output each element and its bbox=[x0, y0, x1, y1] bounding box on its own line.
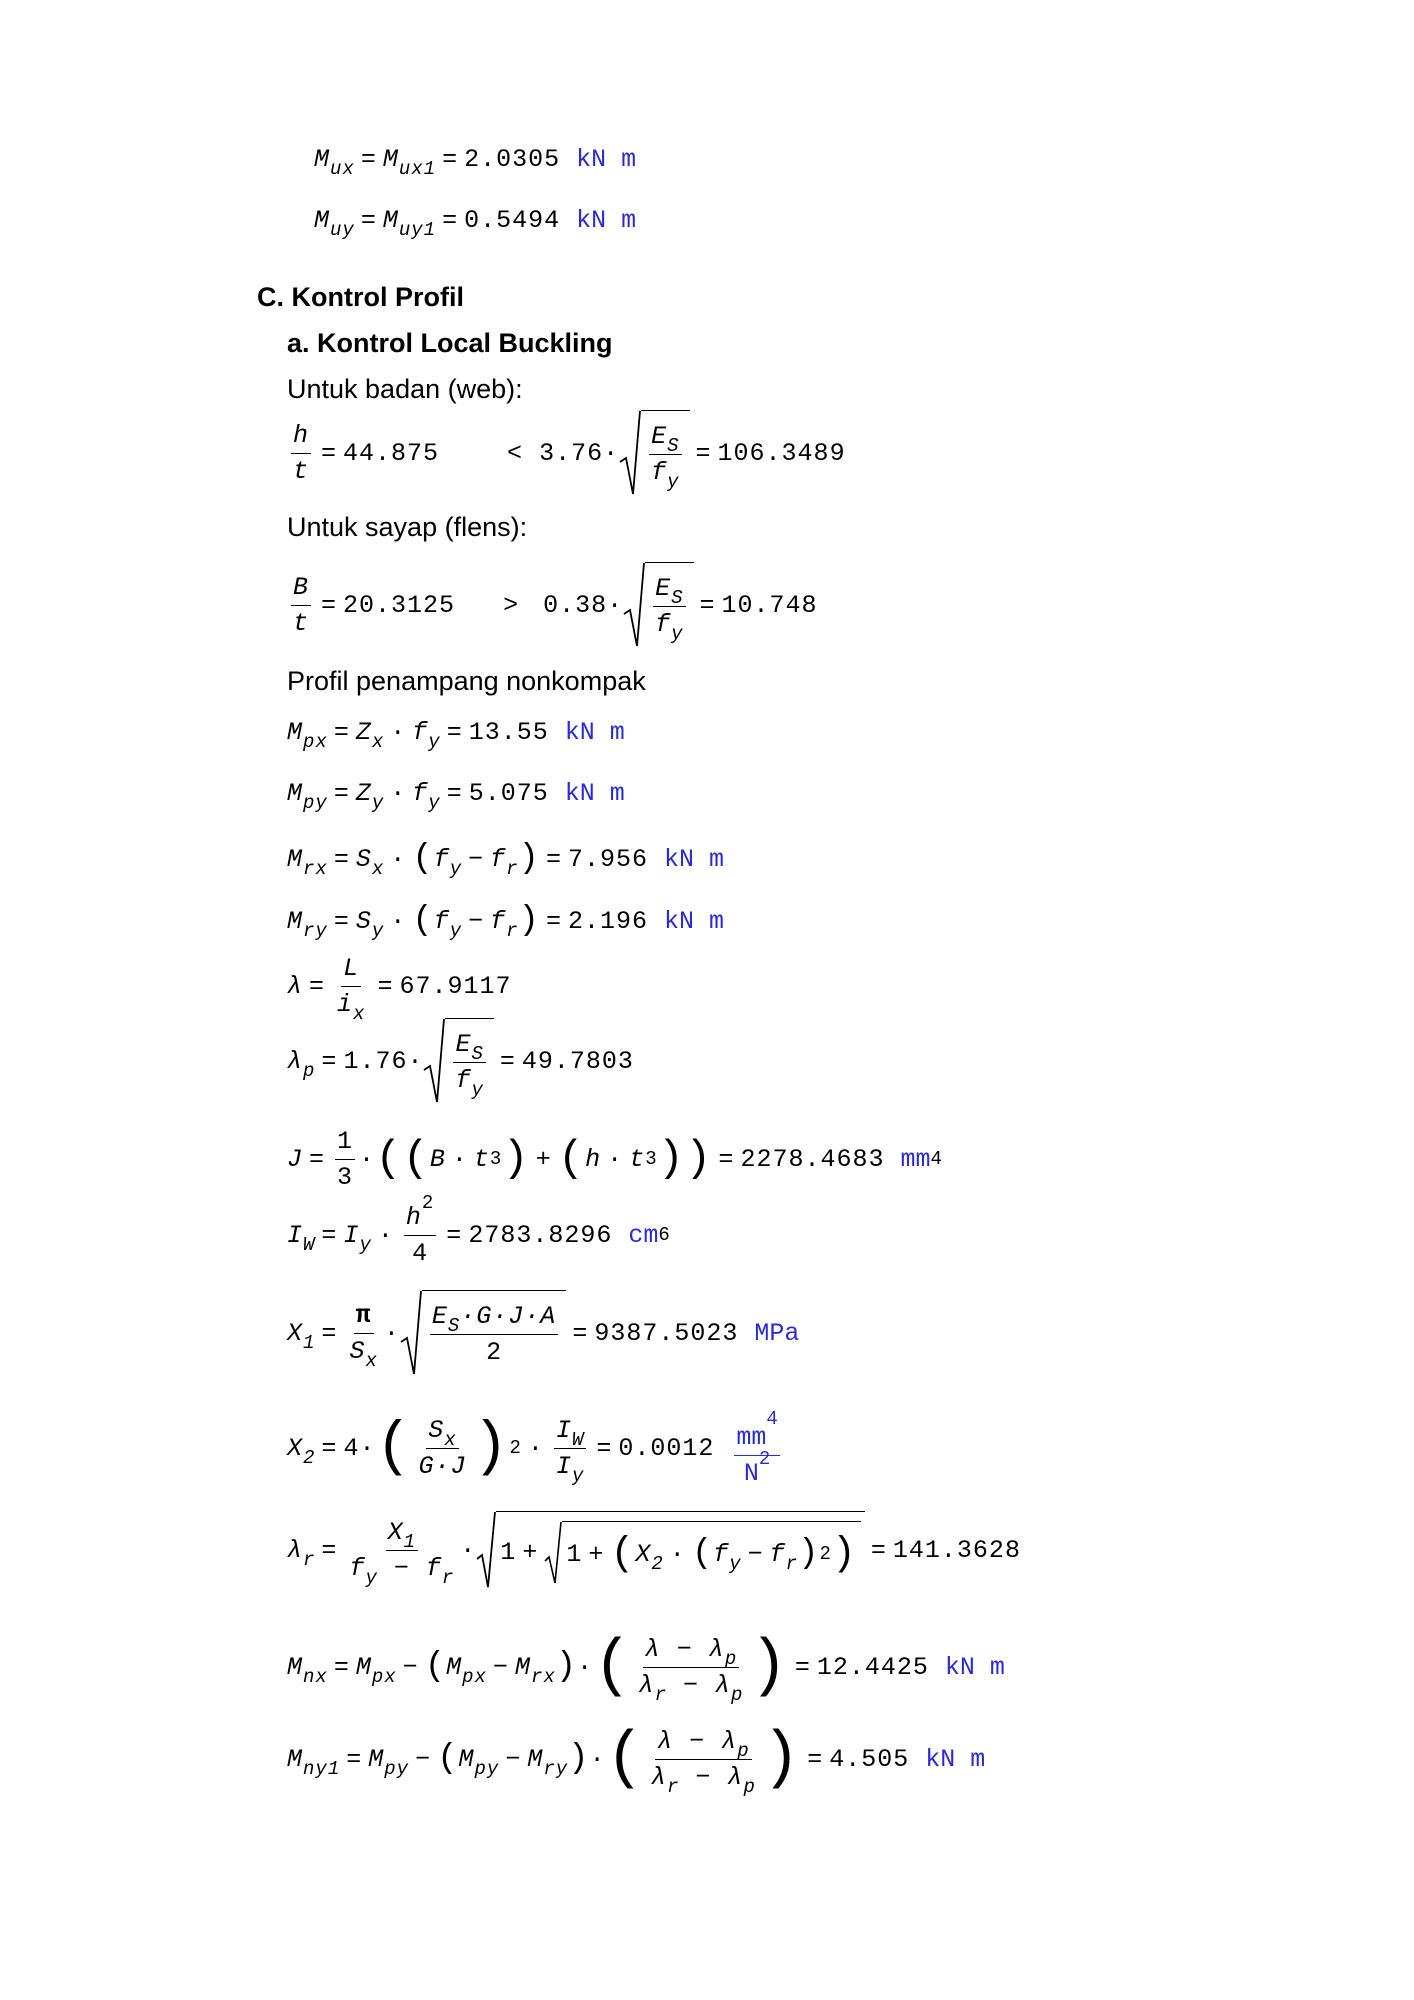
mry-equation: $M_{ry}$ = $S_y$ · ( $f_y$ − $f_r$ ) = 2.196 kN m bbox=[287, 902, 725, 942]
x1-equation: $X_1$ = $\frac{\pi}{S_x}$ · $\frac{E_S\cdot G\cdot J\cdot A}{2}$ = 9387.5023 MPa bbox=[287, 1290, 799, 1376]
mny1-unit: kN m bbox=[925, 1744, 986, 1774]
x2-unit-num-exp: 4 bbox=[766, 1407, 778, 1430]
mux-value: 2.0305 bbox=[464, 145, 561, 174]
mnx-unit: kN m bbox=[944, 1652, 1005, 1682]
mux-equation: $M_{ux}$ = $M_{ux1}$ = 2.0305 kN m bbox=[314, 145, 637, 180]
x2-unit-num: mm bbox=[736, 1422, 767, 1452]
subsection-title: a. Kontrol Local Buckling bbox=[287, 328, 613, 358]
web-check-equation: $\frac{h}{t}$ = 44.875 < 3.76 · $\frac{E_S}{f_y}$ = 106.3489 bbox=[287, 410, 846, 496]
flange-label: Untuk sayap (flens): bbox=[287, 512, 528, 542]
mpy-equation: $M_{py}$ = $Z_y$ · $f_y$ = 5.075 kN m bbox=[287, 779, 625, 814]
mny1-equation: $M_{ny1}$ = $M_{py}$ − ( $M_{py}$ − $M_{ry}$ ) · ( $\frac{\lambda - \lambda_p}{\lambda_r - \lambda_p}$ ) = 4.505 kN m bbox=[287, 1723, 986, 1798]
flange-compare-sign: > bbox=[503, 590, 520, 620]
x2-unit-den: N bbox=[743, 1458, 759, 1488]
flange-ratio-value: 20.3125 bbox=[343, 590, 456, 620]
mry-value: 2.196 bbox=[567, 906, 648, 936]
iw-value: 2783.8296 bbox=[468, 1220, 613, 1250]
web-coef: 3.76 bbox=[539, 438, 604, 468]
lambda-p-equation: $\lambda_p$ = 1.76 · $\frac{E_S}{f_y}$ = 49.7803 bbox=[287, 1018, 634, 1104]
lambda-equation: λ = $\frac{L}{i_x}$ = 67.9117 bbox=[287, 953, 512, 1025]
flange-coef: 0.38 bbox=[543, 590, 608, 620]
web-label: Untuk badan (web): bbox=[287, 374, 523, 404]
x1-sqrt: $\frac{E_S\cdot G\cdot J\cdot A}{2}$ bbox=[400, 1290, 566, 1376]
flange-limit-value: 10.748 bbox=[721, 590, 818, 620]
mrx-equation: $M_{rx}$ = $S_x$ · ( $f_y$ − $f_r$ ) = 7.956 kN m bbox=[287, 840, 725, 880]
lambda-r-value: 141.3628 bbox=[892, 1535, 1021, 1565]
j-equation: J = $\frac{1}{3}$ · ( ( B · t 3 ) + ( h · t 3 ) ) = 2278.4683 mm 4 bbox=[287, 1126, 943, 1192]
x2-coef: 4 bbox=[343, 1433, 360, 1463]
mny1-value: 4.505 bbox=[829, 1744, 910, 1774]
web-ratio-value: 44.875 bbox=[343, 438, 440, 468]
lambda-p-value: 49.7803 bbox=[521, 1046, 634, 1076]
x2-value: 0.0012 bbox=[618, 1433, 715, 1463]
mux-unit: kN m bbox=[576, 145, 637, 174]
mry-unit: kN m bbox=[664, 906, 725, 936]
web-limit-value: 106.3489 bbox=[717, 438, 846, 468]
mnx-value: 12.4425 bbox=[816, 1652, 929, 1682]
mnx-equation: $M_{nx}$ = $M_{px}$ − ( $M_{px}$ − $M_{rx}$ ) · ( $\frac{\lambda - \lambda_p}{\lambda_r - \lambda_p}$ ) = 12.4425 kN m bbox=[287, 1631, 1005, 1706]
lambda-p-sqrt: $\frac{E_S}{f_y}$ bbox=[423, 1018, 493, 1104]
mrx-unit: kN m bbox=[664, 844, 725, 874]
muy-value: 0.5494 bbox=[464, 206, 561, 235]
x2-unit-den-exp: 2 bbox=[758, 1447, 771, 1470]
mpy-value: 5.075 bbox=[468, 779, 549, 808]
lambda-r-outer-sqrt: 1 + 1 + ( $X_2$ · ( $f_y$ − $f_r$ ) 2 ) bbox=[476, 1511, 865, 1589]
section-result-label: Profil penampang nonkompak bbox=[287, 666, 646, 696]
j-unit: mm bbox=[900, 1144, 931, 1174]
mpx-value: 13.55 bbox=[468, 718, 549, 747]
lambda-r-equation: $\lambda_r$ = $\frac{X_1}{f_y - f_r}$ · 1 + 1 + ( $X_2$ · ( $f_y$ − $f_r$ ) 2 ) = 141.3628 bbox=[287, 1508, 1021, 1592]
iw-equation: $I_W$ = $I_y$ · $\frac{h^2}{4}$ = 2783.8296 cm 6 bbox=[287, 1191, 671, 1268]
x2-equation: $X_2$ = 4 · ( $\frac{S_x}{G\cdot J}$ ) 2 · $\frac{I_W}{I_y}$ = 0.0012 $\frac{mm^4}{N^2}$ bbox=[287, 1407, 778, 1488]
flange-check-equation: $\frac{B}{t}$ = 20.3125 > 0.38 · $\frac{E_S}{f_y}$ = 10.748 bbox=[287, 562, 818, 648]
x1-unit: MPa bbox=[754, 1318, 800, 1348]
web-sqrt: $\frac{E_S}{f_y}$ bbox=[619, 410, 689, 496]
iw-unit: cm bbox=[628, 1220, 659, 1250]
j-value: 2278.4683 bbox=[740, 1144, 885, 1174]
mpx-equation: $M_{px}$ = $Z_x$ · $f_y$ = 13.55 kN m bbox=[287, 718, 625, 753]
mpy-unit: kN m bbox=[564, 779, 625, 808]
muy-equation: $M_{uy}$ = $M_{uy1}$ = 0.5494 kN m bbox=[314, 206, 637, 241]
web-compare-sign: < bbox=[507, 438, 524, 468]
muy-unit: kN m bbox=[576, 206, 637, 235]
mrx-value: 7.956 bbox=[567, 844, 648, 874]
x1-value: 9387.5023 bbox=[594, 1318, 739, 1348]
mpx-unit: kN m bbox=[564, 718, 625, 747]
section-title: C. Kontrol Profil bbox=[257, 282, 464, 312]
flange-sqrt: $\frac{E_S}{f_y}$ bbox=[623, 562, 693, 648]
lambda-value: 67.9117 bbox=[399, 971, 512, 1001]
lambda-p-coef: 1.76 bbox=[343, 1046, 408, 1076]
